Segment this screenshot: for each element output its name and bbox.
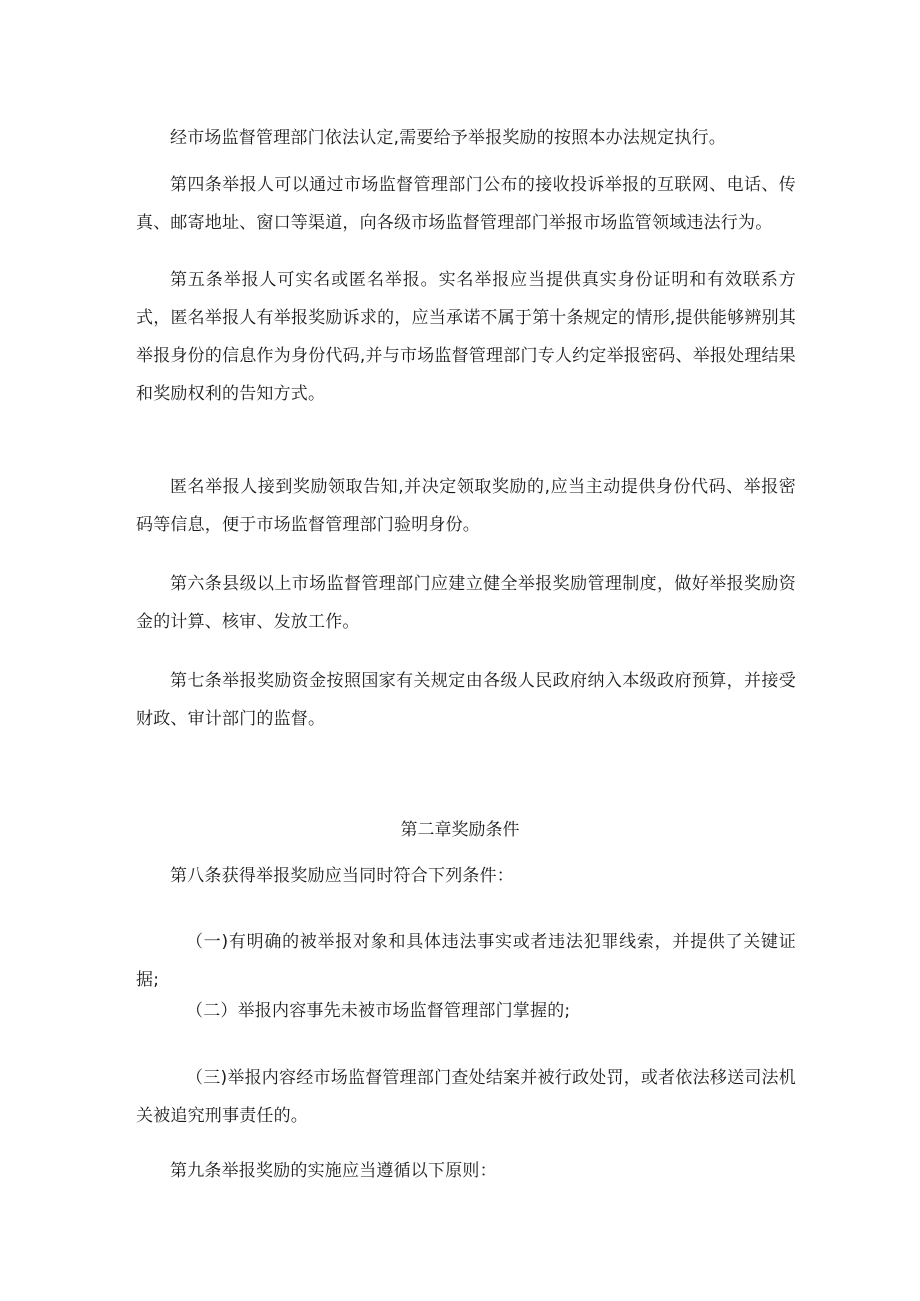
paragraph-article-4: 第四条举报人可以通过市场监督管理部门公布的接收投诉举报的互联网、电话、传真、邮寄地址、窗口等渠道，向各级市场监督管理部门举报市场监管领域违法行为。 xyxy=(136,175,796,233)
condition-item-2: （二）举报内容事先未被市场监督管理部门掌握的; xyxy=(186,1001,571,1021)
paragraph-article-8: 第八条获得举报奖励应当同时符合下列条件： xyxy=(170,866,514,886)
paragraph-article-3-end: 经市场监督管理部门依法认定,需要给予举报奖励的按照本办法规定执行。 xyxy=(170,128,727,148)
chapter-heading: 第二章奖励条件 xyxy=(400,820,520,840)
paragraph-article-9: 第九条举报奖励的实施应当遵循以下原则： xyxy=(170,1161,497,1181)
condition-item-1: （一)有明确的被举报对象和具体违法事实或者违法犯罪线索，并提供了关键证据; xyxy=(136,932,796,990)
paragraph-article-6: 第六条县级以上市场监督管理部门应建立健全举报奖励管理制度，做好举报奖励资金的计算、核审、发放工作。 xyxy=(136,574,796,632)
paragraph-article-7: 第七条举报奖励资金按照国家有关规定由各级人民政府纳入本级政府预算，并接受财政、审计部门的监督。 xyxy=(136,671,796,729)
condition-item-3: （三)举报内容经市场监督管理部门查处结案并被行政处罚，或者依法移送司法机关被追究刑事责任的。 xyxy=(136,1068,796,1126)
paragraph-article-5: 第五条举报人可实名或匿名举报。实名举报应当提供真实身份证明和有效联系方式，匿名举报人有举报奖励诉求的，应当承诺不属于第十条规定的情形,提供能够辨别其举报身份的信息作为身份代码,并与市场监督管理部门专人约定举报密码、举报处理结果和奖励权利的告知方式。 xyxy=(136,270,796,404)
paragraph-anonymous-reporter: 匿名举报人接到奖励领取告知,并决定领取奖励的,应当主动提供身份代码、举报密码等信息，便于市场监督管理部门验明身份。 xyxy=(136,477,796,535)
